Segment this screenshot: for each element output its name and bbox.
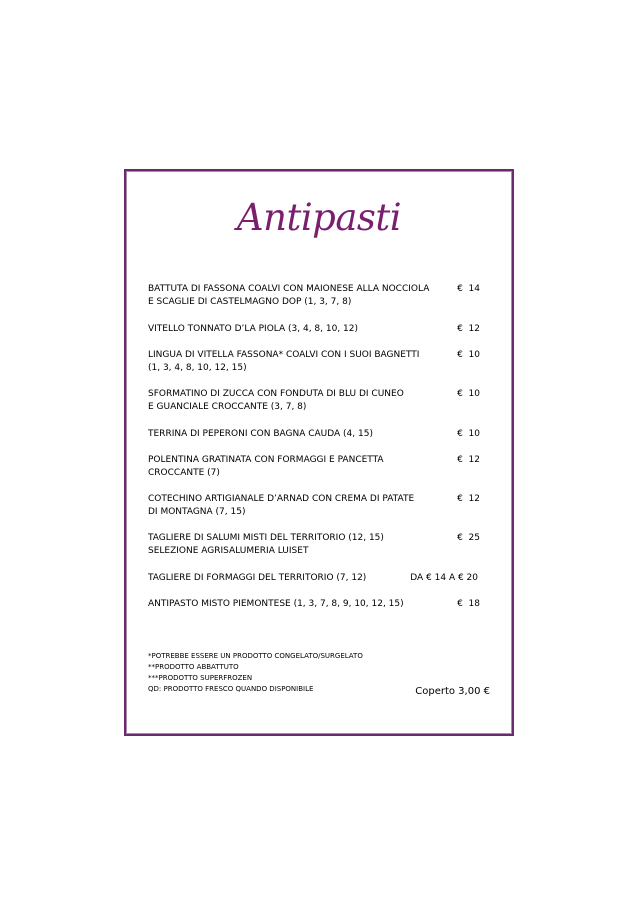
note-line: ***PRODOTTO SUPERFROZEN	[148, 674, 253, 682]
item-name-continued: E GUANCIALE CROCCANTE (3, 7, 8)	[148, 402, 307, 412]
item-name: BATTUTA DI FASSONA COALVI CON MAIONESE ALLA NOCCIOLA	[148, 284, 430, 294]
item-price: € 12	[457, 324, 480, 334]
item-name: POLENTINA GRATINATA CON FORMAGGI E PANCETTA	[148, 455, 384, 465]
item-price: € 14	[457, 284, 480, 294]
item-price: € 12	[457, 455, 480, 465]
item-name: TERRINA DI PEPERONI CON BAGNA CAUDA (4, 15)	[148, 429, 373, 439]
item-name-continued: CROCCANTE (7)	[148, 468, 220, 478]
item-name-continued: DI MONTAGNA (7, 15)	[148, 507, 246, 517]
item-name: COTECHINO ARTIGIANALE D’ARNAD CON CREMA DI PATATE	[148, 494, 415, 504]
menu-card	[124, 169, 514, 736]
menu-title: Antipasti	[236, 196, 402, 239]
note-line: QD: PRODOTTO FRESCO QUANDO DISPONIBILE	[148, 685, 314, 693]
cover-charge: Coperto 3,00 €	[415, 686, 490, 697]
item-name: TAGLIERE DI FORMAGGI DEL TERRITORIO (7, 12)	[148, 573, 367, 583]
note-line: *POTREBBE ESSERE UN PRODOTTO CONGELATO/SURGELATO	[148, 652, 363, 660]
allergen-notes	[148, 651, 363, 695]
item-name: TAGLIERE DI SALUMI MISTI DEL TERRITORIO (12, 15)	[148, 533, 384, 543]
item-price: € 25	[457, 533, 480, 543]
item-name: ANTIPASTO MISTO PIEMONTESE (1, 3, 7, 8, 9, 10, 12, 15)	[148, 599, 404, 609]
item-name: SFORMATINO DI ZUCCA CON FONDUTA DI BLU DI CUNEO	[148, 389, 404, 399]
item-name-continued: SELEZIONE AGRISALUMERIA LUISET	[148, 546, 309, 556]
item-price: € 10	[457, 350, 480, 360]
item-name-continued: (1, 3, 4, 8, 10, 12, 15)	[148, 363, 247, 373]
item-name: LINGUA DI VITELLA FASSONA* COALVI CON I SUOI BAGNETTI	[148, 350, 420, 360]
item-name: VITELLO TONNATO D’LA PIOLA (3, 4, 8, 10, 12)	[148, 324, 359, 334]
note-line: **PRODOTTO ABBATTUTO	[148, 663, 239, 671]
item-price: € 12	[457, 494, 480, 504]
item-price: € 10	[457, 429, 480, 439]
item-name-continued: E SCAGLIE DI CASTELMAGNO DOP (1, 3, 7, 8)	[148, 297, 352, 307]
item-price: € 10	[457, 389, 480, 399]
item-price: DA € 14 A € 20	[410, 573, 478, 583]
item-price: € 18	[457, 599, 480, 609]
